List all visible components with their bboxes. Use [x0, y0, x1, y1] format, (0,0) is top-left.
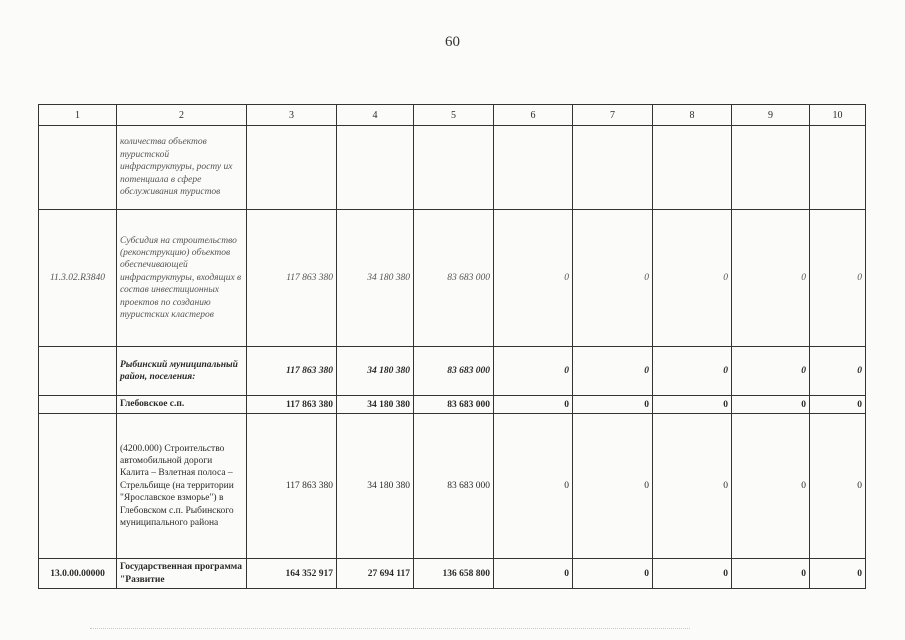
row-name: Субсидия на строительство (реконструкцию) объектов обеспечивающей инфраструктуры, входящих в состав инвестиционных проектов по созданию туристских кластеров: [117, 210, 247, 347]
cell-value: 0: [732, 210, 810, 347]
cell-value: 0: [573, 347, 653, 396]
cell-value: 83 683 000: [414, 414, 494, 559]
cell-value: 83 683 000: [414, 396, 494, 414]
table-row: [39, 347, 866, 396]
cell-value: [494, 126, 573, 210]
cell-value: 0: [810, 559, 866, 589]
table-row: [39, 396, 866, 414]
cell-value: 0: [810, 414, 866, 559]
cell-value: 0: [653, 210, 732, 347]
table-row: [39, 210, 866, 347]
cell-value: 0: [732, 396, 810, 414]
cell-value: 117 863 380: [247, 347, 337, 396]
cell-value: 0: [732, 347, 810, 396]
column-header: 4: [337, 105, 414, 126]
page-number: 60: [445, 34, 460, 50]
cell-value: 0: [653, 414, 732, 559]
cell-value: 0: [573, 414, 653, 559]
column-header: 7: [573, 105, 653, 126]
row-code: [39, 347, 117, 396]
cell-value: 117 863 380: [247, 414, 337, 559]
row-name: Государственная программа "Развитие: [117, 559, 247, 589]
cell-value: 27 694 117: [337, 559, 414, 589]
cell-value: [732, 126, 810, 210]
cell-value: 0: [653, 396, 732, 414]
cell-value: 0: [494, 347, 573, 396]
cell-value: [414, 126, 494, 210]
scan-artifact-line: [90, 628, 690, 633]
row-name: (4200.000) Строительство автомобильной дороги Калита – Взлетная полоса – Стрельбище (на территории "Ярославское взморье") в Глебовском с.п. Рыбинского муниципального района: [117, 414, 247, 559]
column-header: 3: [247, 105, 337, 126]
row-code: 11.3.02.R3840: [39, 210, 117, 347]
cell-value: 0: [810, 210, 866, 347]
cell-value: 0: [653, 559, 732, 589]
column-header: 5: [414, 105, 494, 126]
row-code: 13.0.00.00000: [39, 559, 117, 589]
cell-value: 34 180 380: [337, 396, 414, 414]
cell-value: 0: [732, 559, 810, 589]
cell-value: [337, 126, 414, 210]
cell-value: 0: [494, 559, 573, 589]
column-header: 9: [732, 105, 810, 126]
cell-value: 0: [494, 210, 573, 347]
cell-value: 0: [573, 396, 653, 414]
row-name: Глебовское с.п.: [117, 396, 247, 414]
cell-value: [653, 126, 732, 210]
row-name: Рыбинский муниципальный район, поселения:: [117, 347, 247, 396]
row-code: [39, 126, 117, 210]
cell-value: 117 863 380: [247, 396, 337, 414]
table-header-row: [39, 105, 866, 126]
cell-value: 136 658 800: [414, 559, 494, 589]
cell-value: 34 180 380: [337, 210, 414, 347]
column-header: 6: [494, 105, 573, 126]
row-code: [39, 414, 117, 559]
cell-value: 0: [732, 414, 810, 559]
cell-value: 0: [810, 347, 866, 396]
column-header: 2: [117, 105, 247, 126]
cell-value: 0: [573, 210, 653, 347]
cell-value: 117 863 380: [247, 210, 337, 347]
table-row: [39, 414, 866, 559]
cell-value: 164 352 917: [247, 559, 337, 589]
cell-value: 0: [573, 559, 653, 589]
budget-table: [38, 104, 866, 589]
cell-value: 0: [653, 347, 732, 396]
table-row: [39, 559, 866, 589]
cell-value: [247, 126, 337, 210]
row-name: количества объектов туристской инфраструктуры, росту их потенциала в сфере обслуживания туристов: [117, 126, 247, 210]
cell-value: 34 180 380: [337, 347, 414, 396]
row-code: [39, 396, 117, 414]
cell-value: 83 683 000: [414, 210, 494, 347]
column-header: 10: [810, 105, 866, 126]
cell-value: 0: [810, 396, 866, 414]
cell-value: 0: [494, 414, 573, 559]
cell-value: 83 683 000: [414, 347, 494, 396]
cell-value: [573, 126, 653, 210]
cell-value: 34 180 380: [337, 414, 414, 559]
column-header: 8: [653, 105, 732, 126]
cell-value: [810, 126, 866, 210]
table-row: [39, 126, 866, 210]
cell-value: 0: [494, 396, 573, 414]
column-header: 1: [39, 105, 117, 126]
